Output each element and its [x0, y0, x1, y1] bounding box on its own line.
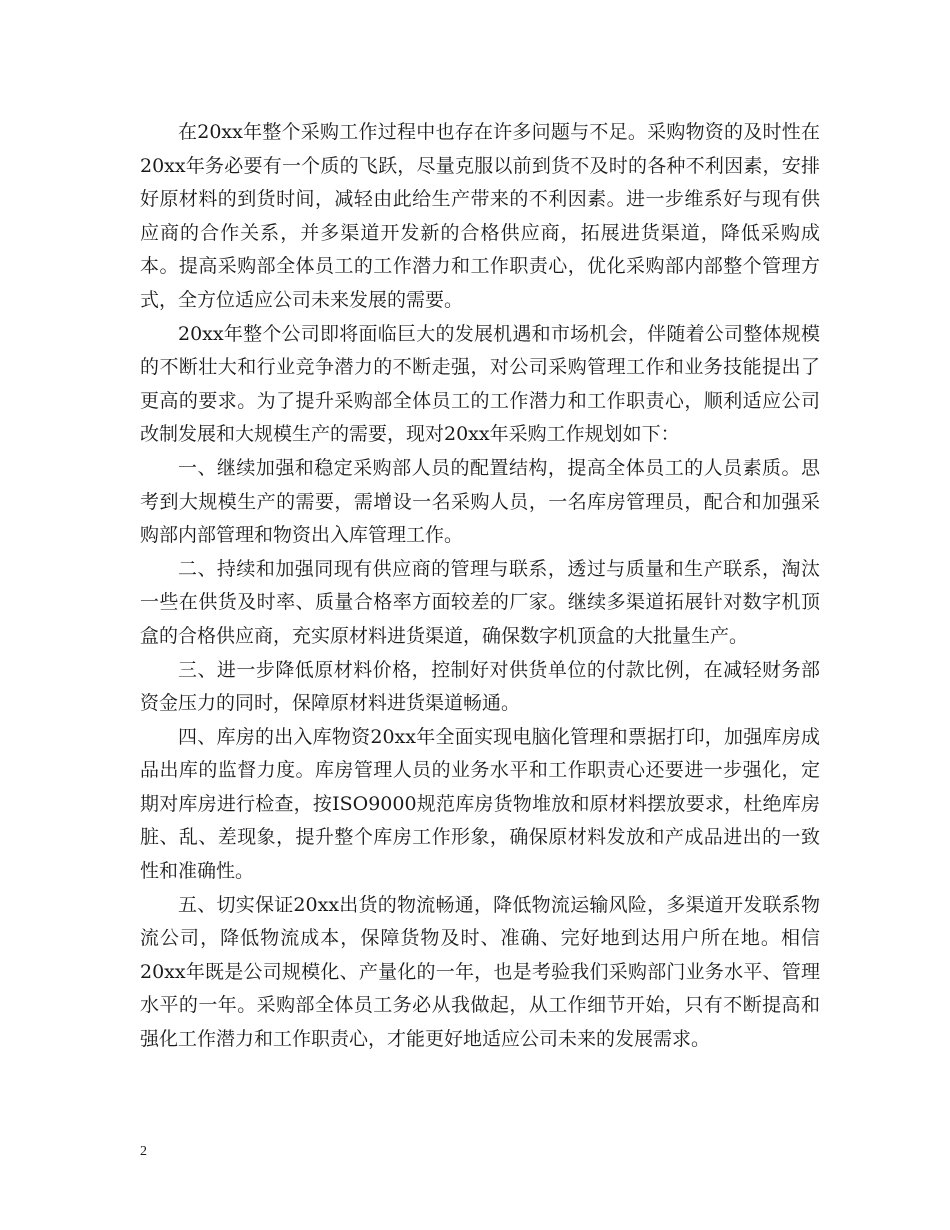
paragraph-intro: 在20xx年整个采购工作过程中也存在许多问题与不足。采购物资的及时性在20xx年务必要有一个质的飞跃，尽量克服以前到货不及时的各种不利因素，安排好原材料的到货时间，减轻由此给生产带来的不利因素。进一步维系好与现有供应商的合作关系，并多渠道开发新的合格供应商，拓展进货渠道，降低采购成本。提高采购部全体员工的工作潜力和工作职责心，优化采购部内部整个管理方式，全方位适应公司未来发展的需要。	[140, 121, 820, 311]
paragraph-item-3: 三、进一步降低原材料价格，控制好对供货单位的付款比例，在减轻财务部资金压力的同时，保障原材料进货渠道畅通。	[140, 658, 820, 715]
paragraph-context: 20xx年整个公司即将面临巨大的发展机遇和市场机会，伴随着公司整体规模的不断壮大和行业竞争潜力的不断走强，对公司采购管理工作和业务技能提出了更高的要求。为了提升采购部全体员工的工作潜力和工作职责心，顺利适应公司改制发展和大规模生产的需要，现对20xx年采购工作规划如下：	[140, 322, 820, 446]
page-number: 2	[140, 1144, 147, 1159]
paragraph-item-2: 二、持续和加强同现有供应商的管理与联系，透过与质量和生产联系，淘汰一些在供货及时率、质量合格率方面较差的厂家。继续多渠道拓展针对数字机顶盒的合格供应商，充实原材料进货渠道，确保数字机顶盒的大批量生产。	[140, 557, 820, 647]
paragraph-item-1: 一、继续加强和稳定采购部人员的配置结构，提高全体员工的人员素质。思考到大规模生产的需要，需增设一名采购人员，一名库房管理员，配合和加强采购部内部管理和物资出入库管理工作。	[140, 456, 820, 547]
paragraph-item-4: 四、库房的出入库物资20xx年全面实现电脑化管理和票据打印，加强库房成品出库的监督力度。库房管理人员的业务水平和工作职责心还要进一步强化，定期对库房进行检查，按ISO9000规范库房货物堆放和原材料摆放要求，杜绝库房脏、乱、差现象，提升整个库房工作形象，确保原材料发放和产成品进出的一致性和准确性。	[140, 725, 820, 883]
document-body	[140, 116, 820, 1057]
paragraph-item-5: 五、切实保证20xx出货的物流畅通，降低物流运输风险，多渠道开发联系物流公司，降低物流成本，保障货物及时、准确、完好地到达用户所在地。相信20xx年既是公司规模化、产量化的一年，也是考验我们采购部门业务水平、管理水平的一年。采购部全体员工务必从我做起，从工作细节开始，只有不断提高和强化工作潜力和工作职责心，才能更好地适应公司未来的发展需求。	[140, 893, 820, 1051]
